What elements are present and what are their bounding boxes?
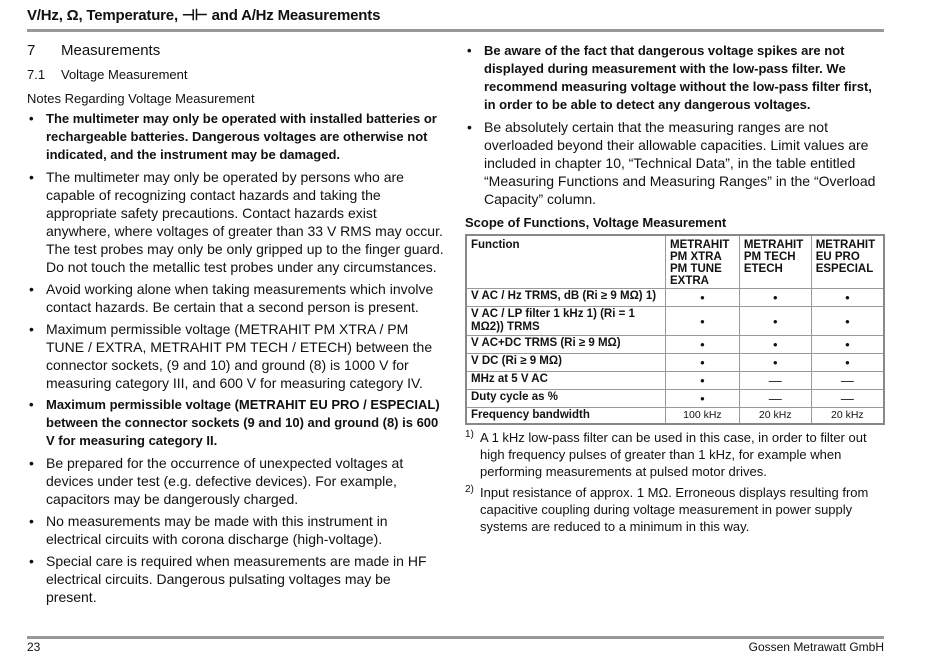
table-cell: — [811,372,884,390]
list-item: • The multimeter may only be operated by persons who are capable of recognizing contact hazards and taking the appropriate safety precautions. Contact hazards exist anywhere, where voltages of greater than 33 V RMS may occur. The test probes may only be only gripped up to the finger guard. Do not touch the metallic test probes under any circumstances. [27,168,445,276]
footnote-mark: 1) [465,429,474,440]
function-cell: MHz at 5 V AC [466,372,666,390]
subsection-title: Voltage Measurement [61,67,188,82]
table-header-row [466,235,884,289]
column-header: METRAHIT PM XTRA PM TUNE EXTRA [666,235,740,289]
footnote-text: A 1 kHz low-pass filter can be used in this case, in order to filter out high frequency pulses of greater than 1 kHz, for example when performing measurements at pulsed motor drives. [480,430,867,479]
list-item: • No measurements may be made with this instrument in electrical circuits with corona discharge (high-voltage). [27,512,445,548]
table-row [466,336,884,354]
subsection-number: 7.1 [27,67,46,82]
functions-table [465,234,885,425]
list-item: • Be prepared for the occurrence of unexpected voltages at devices under test (e.g. defective devices). For example, capacitors may be dangerously charged. [27,454,445,508]
table-row [466,390,884,408]
table-cell: • [811,354,884,372]
table-cell: • [666,307,740,336]
header-divider [27,29,884,32]
company-name: Gossen Metrawatt GmbH [748,640,884,654]
right-bullet-list [465,42,885,208]
table-cell: • [666,372,740,390]
section-title: Measurements [61,42,161,59]
table-cell: • [666,390,740,408]
table-cell: • [739,307,811,336]
table-row [466,372,884,390]
function-cell: V AC+DC TRMS (Ri ≥ 9 MΩ) [466,336,666,354]
table-cell: — [739,390,811,408]
table-cell: • [739,354,811,372]
footnote [465,429,885,480]
function-cell: V AC / LP filter 1 kHz 1) (Ri = 1 MΩ2)) TRMS [466,307,666,336]
table-row [466,307,884,336]
table-row [466,289,884,307]
function-cell: Duty cycle as % [466,390,666,408]
list-item: • Special care is required when measurements are made in HF electrical circuits. Dangerous pulsating voltages may be present. [27,552,445,606]
table-cell: • [666,336,740,354]
column-header: METRAHIT EU PRO ESPECIAL [811,235,884,289]
table-cell: • [739,289,811,307]
table-row [466,354,884,372]
function-cell: V DC (Ri ≥ 9 MΩ) [466,354,666,372]
table-cell: — [739,372,811,390]
table-cell: 20 kHz [811,408,884,425]
function-cell: V AC / Hz TRMS, dB (Ri ≥ 9 MΩ) 1) [466,289,666,307]
table-cell: • [811,336,884,354]
table-cell: • [666,289,740,307]
notes-heading: Notes Regarding Voltage Measurement [27,91,255,106]
table-cell: • [666,354,740,372]
section-number: 7 [27,42,36,59]
function-cell: Frequency bandwidth [466,408,666,425]
footnote-mark: 2) [465,484,474,495]
left-bullet-list [27,110,445,606]
table-title: Scope of Functions, Voltage Measurement [465,215,727,230]
list-item: • The multimeter may only be operated with installed batteries or rechargeable batteries. Dangerous voltages are otherwise not indicated, and the instrument may be damaged. [27,110,445,164]
section-heading [27,42,445,59]
right-column [465,42,885,535]
footnote-text: Input resistance of approx. 1 MΩ. Erroneous displays resulting from capacitive coupling during voltage measurement in power supply systems are reduced to a minimum in this way. [480,485,869,534]
footer-divider [27,636,884,639]
page-header-title: V/Hz, Ω, Temperature, ⊣⊢ and A/Hz Measurements [27,7,381,24]
footnote [465,484,885,535]
table-cell: — [811,390,884,408]
table-row [466,408,884,425]
column-header: Function [466,235,666,289]
table-cell: 20 kHz [739,408,811,425]
table-cell: 100 kHz [666,408,740,425]
table-cell: • [739,336,811,354]
column-header: METRAHIT PM TECH ETECH [739,235,811,289]
list-item: • Avoid working alone when taking measurements which involve contact hazards. Be certain that a second person is present. [27,280,445,316]
subsection-heading [27,67,445,82]
list-item: • Be aware of the fact that dangerous voltage spikes are not displayed during measurement with the low-pass filter. We recommend measuring voltage without the low-pass filter first, in order to be able to detect any dangerous voltages. [465,42,885,114]
list-item: • Maximum permissible voltage (METRAHIT PM XTRA / PM TUNE / EXTRA, METRAHIT PM TECH / ETECH) between the connector sockets, (9 and 10) and ground (8) is 1000 V for measuring category III, and 600 V for measuring category IV. [27,320,445,392]
page-number: 23 [27,640,41,654]
list-item: • Maximum permissible voltage (METRAHIT EU PRO / ESPECIAL) between the connector sockets (9 and 10) and ground (8) is 600 V for measuring category II. [27,396,445,450]
table-cell: • [811,289,884,307]
left-column [27,42,445,610]
list-item: • Be absolutely certain that the measuring ranges are not overloaded beyond their allowable capacities. Limit values are included in chapter 10, “Technical Data”, in the table entitled “Measuring Functions and Measuring Ranges” in the “Overload Capacity” column. [465,118,885,208]
table-cell: • [811,307,884,336]
